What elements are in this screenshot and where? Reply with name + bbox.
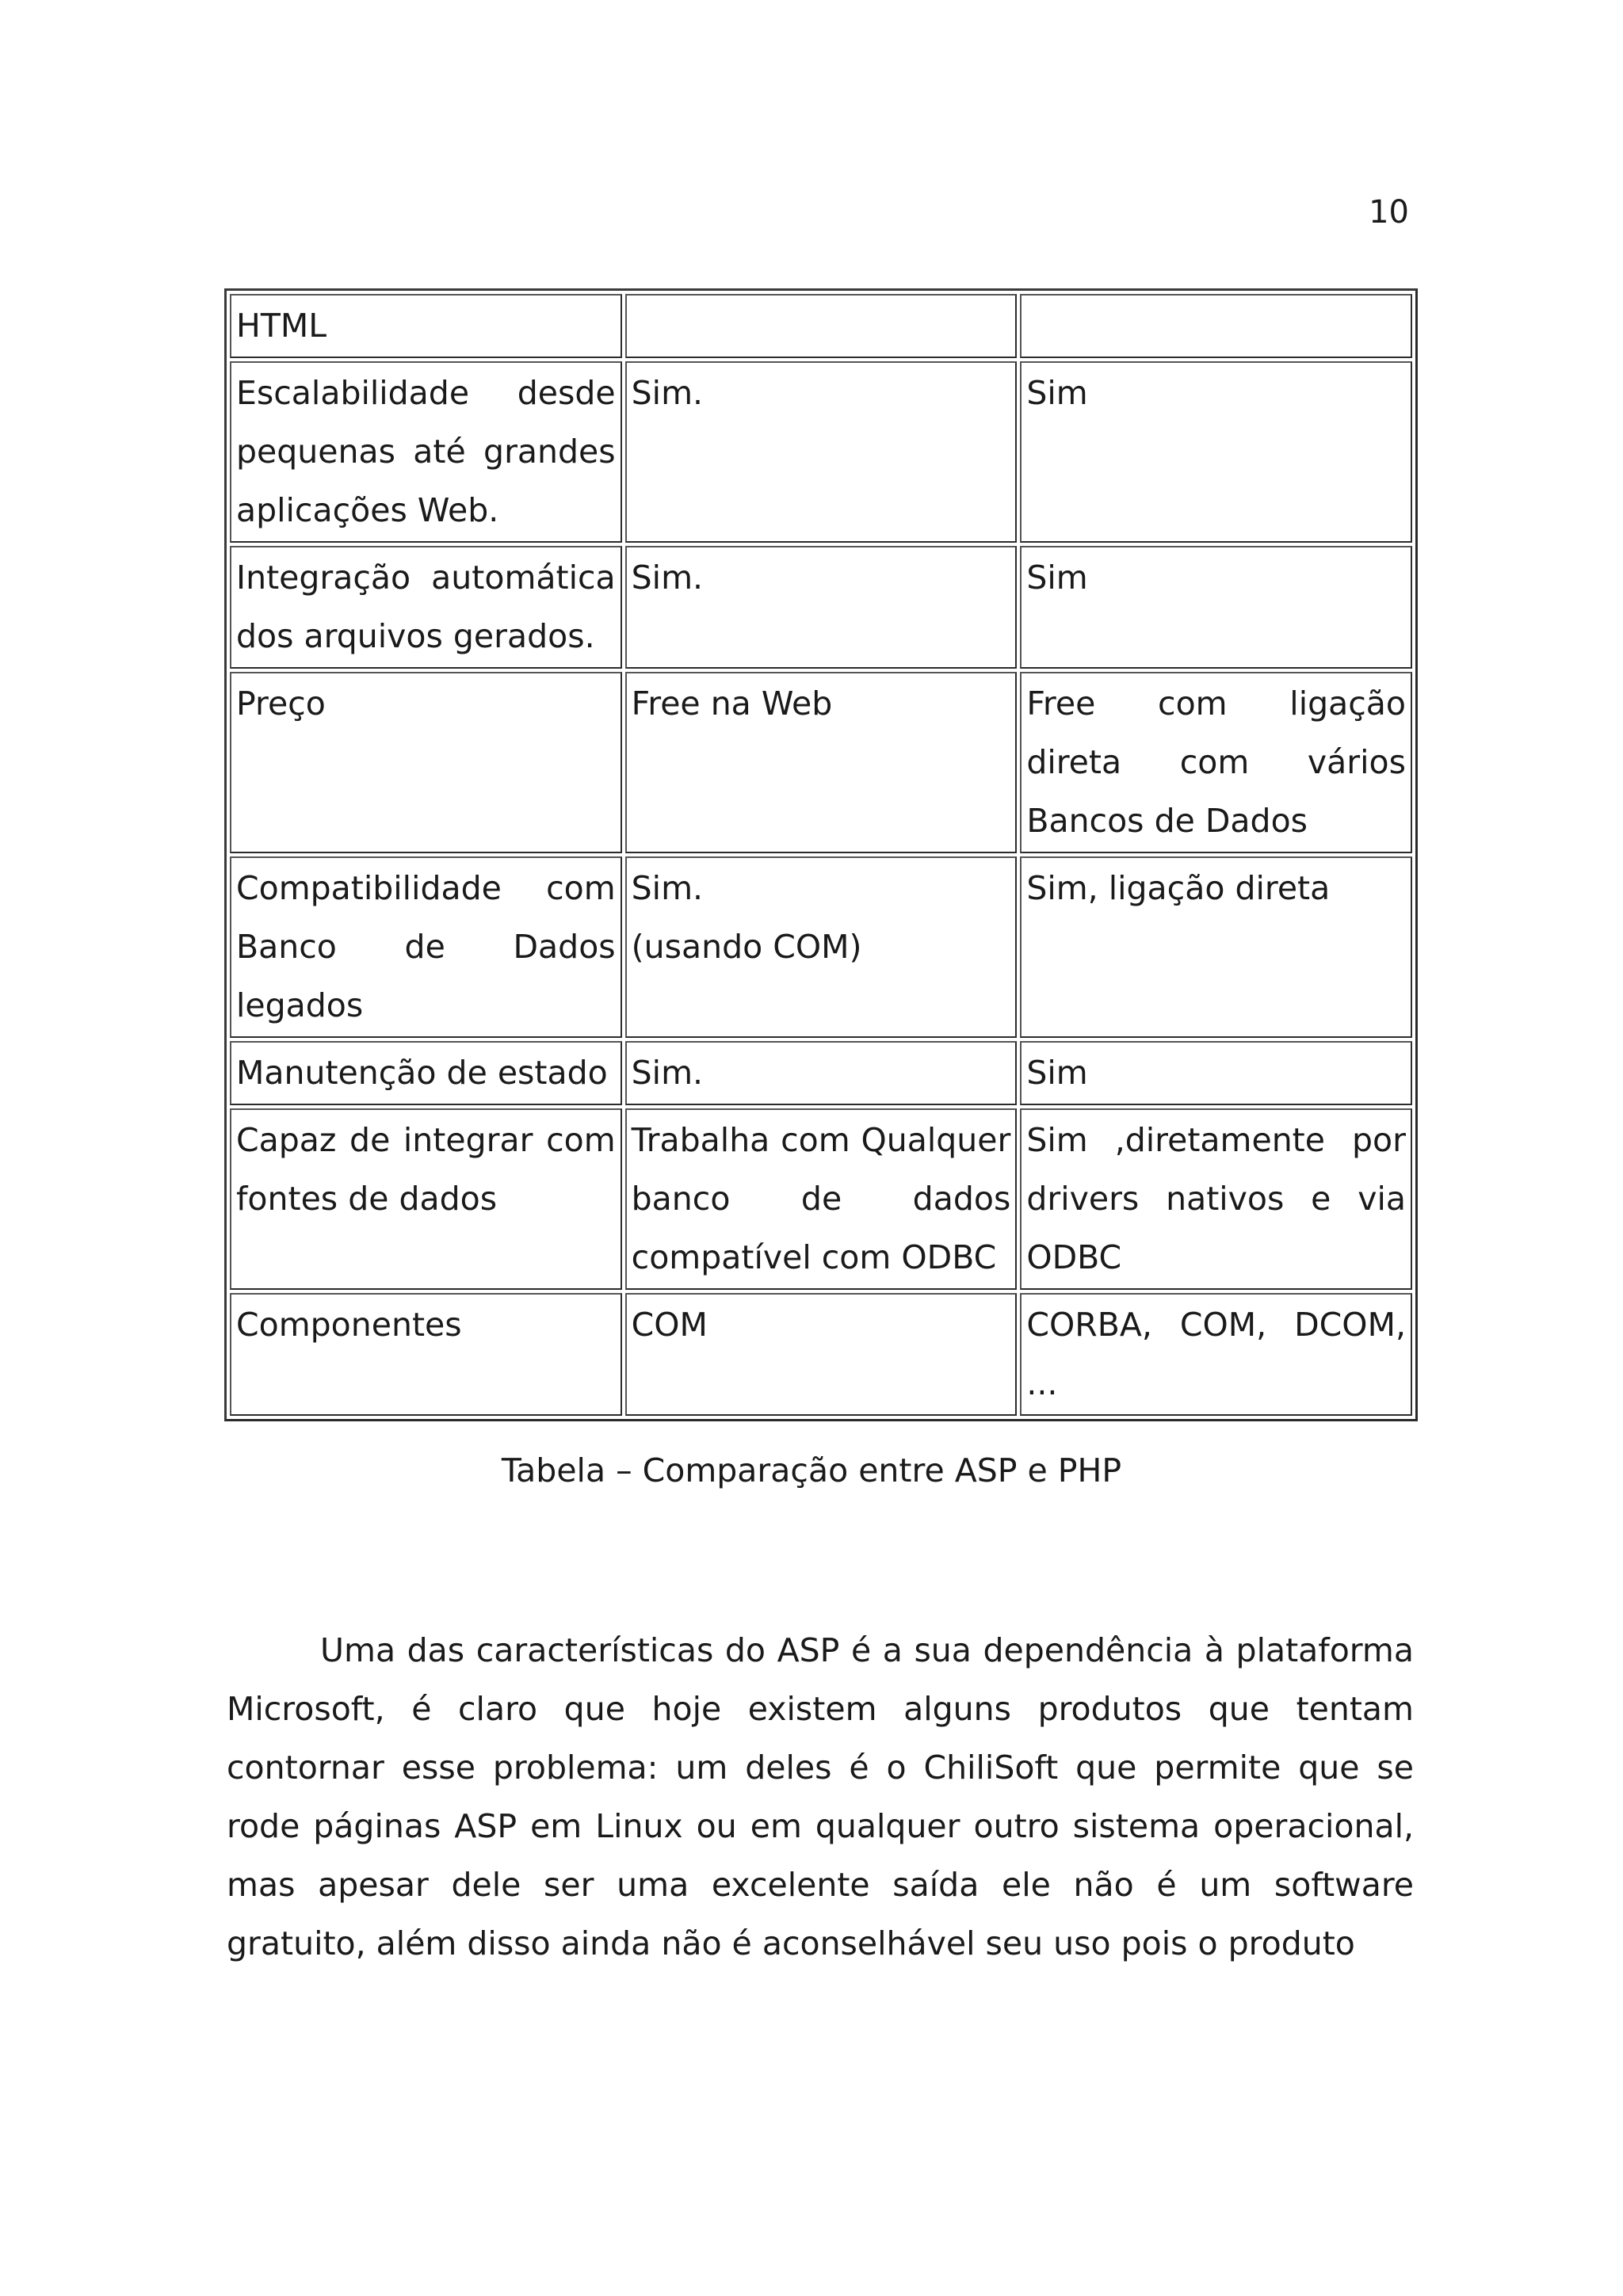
body-paragraph: Uma das características do ASP é a sua dependência à plataforma Microsoft, é claro que hoje existem alguns produtos que tentam contornar esse problema: um deles é o ChiliSoft que permite que se rode páginas ASP em Linux ou em qualquer outro sistema operacional, mas apesar dele ser uma excelente saída ele não é um software gratuito, além disso ainda não é aconselhável seu uso pois o produto [227, 1631, 1414, 1962]
table-cell-php: Sim, ligação direta [1020, 856, 1412, 1038]
table-row [230, 672, 1412, 853]
cell-line: (usando COM) [631, 928, 862, 966]
table-cell-asp: Sim. [625, 361, 1018, 543]
table-cell-php: Sim [1020, 361, 1412, 543]
table-row [230, 294, 1412, 358]
table-cell-asp [625, 856, 1018, 1038]
table-cell-asp: Sim. [625, 546, 1018, 669]
table-row [230, 856, 1412, 1038]
table-row [230, 361, 1412, 543]
table-cell-feature: Compatibilidade com Banco de Dados legados [230, 856, 622, 1038]
table-cell-php: Sim [1020, 1041, 1412, 1105]
table-row [230, 546, 1412, 669]
table-cell-feature: Preço [230, 672, 622, 853]
table-cell-feature: Manutenção de estado [230, 1041, 622, 1105]
page-number: 10 [1369, 194, 1409, 231]
table-cell-php: CORBA, COM, DCOM, ... [1020, 1293, 1412, 1416]
comparison-table-container [224, 288, 1418, 1421]
table-row [230, 1041, 1412, 1105]
table-caption: Tabela – Comparação entre ASP e PHP [501, 1451, 1122, 1489]
table-row [230, 1293, 1412, 1416]
table-cell-asp: Sim. [625, 1041, 1018, 1105]
table-cell-feature: Escalabilidade desde pequenas até grandes aplicações Web. [230, 361, 622, 543]
table-cell-asp: Free na Web [625, 672, 1018, 853]
cell-line: Sim. [631, 869, 704, 907]
table-cell-feature: HTML [230, 294, 622, 358]
table-cell-php: Free com ligação direta com vários Bancos de Dados [1020, 672, 1412, 853]
table-cell-asp [625, 294, 1018, 358]
table-cell-asp: COM [625, 1293, 1018, 1416]
table-cell-feature: Integração automática dos arquivos gerados. [230, 546, 622, 669]
table-cell-php: Sim ,diretamente por drivers nativos e via ODBC [1020, 1108, 1412, 1290]
comparison-table [224, 288, 1418, 1421]
table-cell-feature: Capaz de integrar com fontes de dados [230, 1108, 622, 1290]
table-cell-php: Sim [1020, 546, 1412, 669]
table-cell-feature: Componentes [230, 1293, 622, 1416]
table-cell-php [1020, 294, 1412, 358]
table-row [230, 1108, 1412, 1290]
table-cell-asp: Trabalha com Qualquer banco de dados compatível com ODBC [625, 1108, 1018, 1290]
